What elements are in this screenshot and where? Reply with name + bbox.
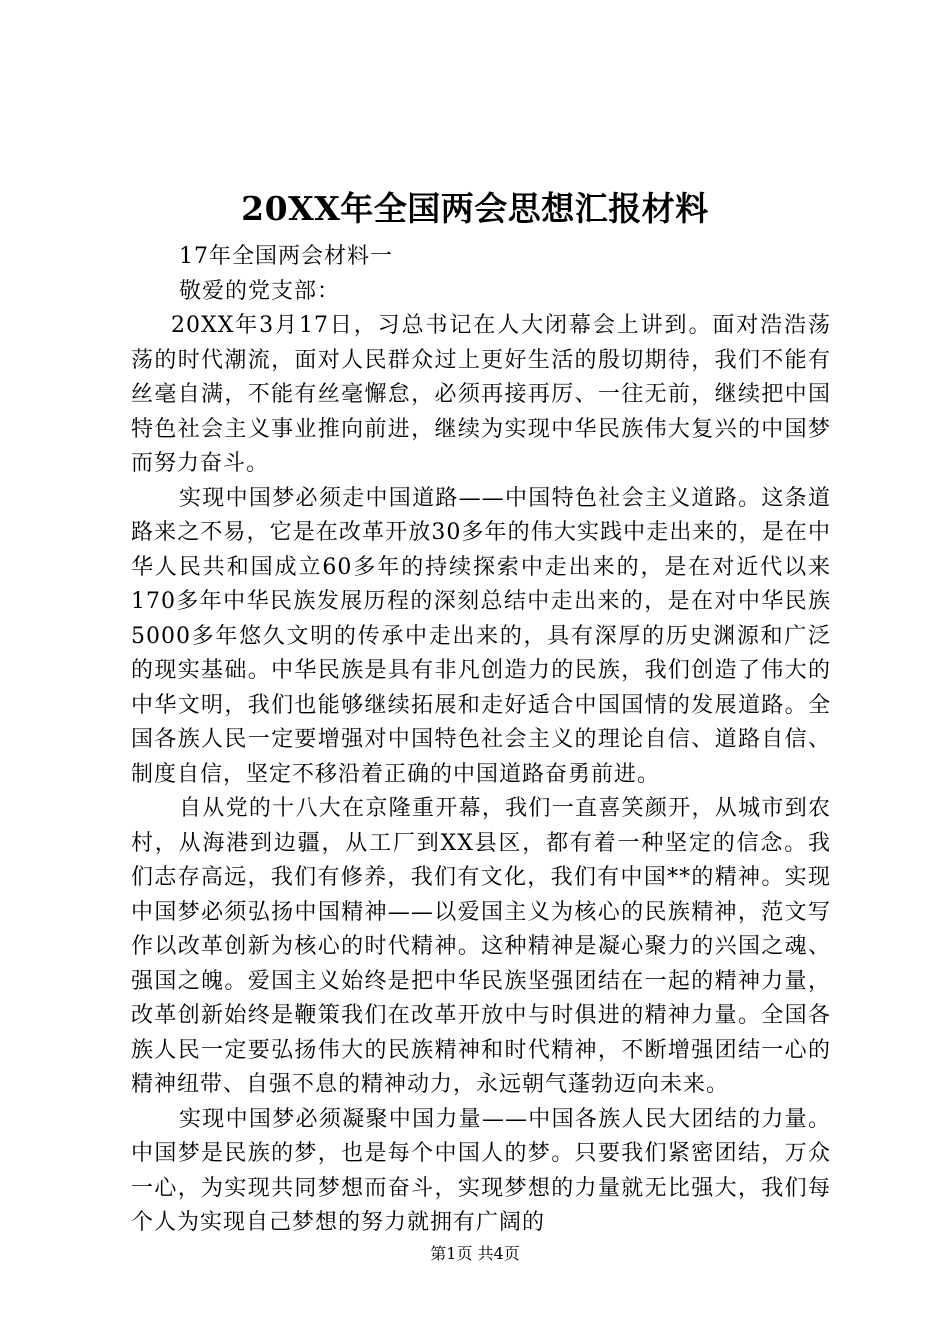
paragraph-body-1: 20XX年3月17日，习总书记在人大闭幕会上讲到。面对浩浩荡荡的时代潮流，面对人民群众过上更好生活的殷切期待，我们不能有丝毫自满，不能有丝毫懈怠，必须再接再厉、一往无前，继续把中国特色社会主义事业推向前进，继续为实现中华民族伟大复兴的中国梦而努力奋斗。 <box>131 313 831 476</box>
paragraph-body-2: 实现中国梦必须走中国道路——中国特色社会主义道路。这条道路来之不易，它是在改革开放30多年的伟大实践中走出来的，是在中华人民共和国成立60多年的持续探索中走出来的，是在对近代以来170多年中华民族发展历程的深刻总结中走出来的，是在对中华民族5000多年悠久文明的传承中走出来的，具有深厚的历史渊源和广泛的现实基础。中华民族是具有非凡创造力的民族，我们创造了伟大的中华文明，我们也能够继续拓展和走好适合中国国情的发展道路。全国各族人民一定要增强对中国特色社会主义的理论自信、道路自信、制度自信，坚定不移沿着正确的中国道路奋勇前进。 <box>131 485 831 787</box>
paragraph-salutation: 敬爱的党支部： <box>179 278 341 304</box>
paragraph-subtitle: 17年全国两会材料一 <box>179 244 393 269</box>
page-footer: 第1页 共4页 <box>430 1244 520 1263</box>
paragraph-body-3: 自从党的十八大在京隆重开幕，我们一直喜笑颜开，从城市到农村，从海港到边疆，从工厂到XX县区，都有着一种坚定的信念。我们志存高远，我们有修养，我们有文化，我们有中国**的精神。实现中国梦必须弘扬中国精神——以爱国主义为核心的民族精神，范文写作以改革创新为核心的时代精神。这种精神是凝心聚力的兴国之魂、强国之魄。爱国主义始终是把中华民族坚强团结在一起的精神力量，改革创新始终是鞭策我们在改革开放中与时俱进的精神力量。全国各族人民一定要弘扬伟大的民族精神和时代精神，不断增强团结一心的精神纽带、自强不息的精神动力，永远朝气蓬勃迈向未来。 <box>131 796 831 1097</box>
document-title: 20XX年全国两会思想汇报材料 <box>241 189 709 228</box>
document-body <box>131 240 831 1241</box>
paragraph-body-4: 实现中国梦必须凝聚中国力量——中国各族人民大团结的力量。中国梦是民族的梦，也是每个中国人的梦。只要我们紧密团结，万众一心，为实现共同梦想而奋斗，实现梦想的力量就无比强大，我们每个人为实现自己梦想的努力就拥有广阔的 <box>131 1106 831 1235</box>
